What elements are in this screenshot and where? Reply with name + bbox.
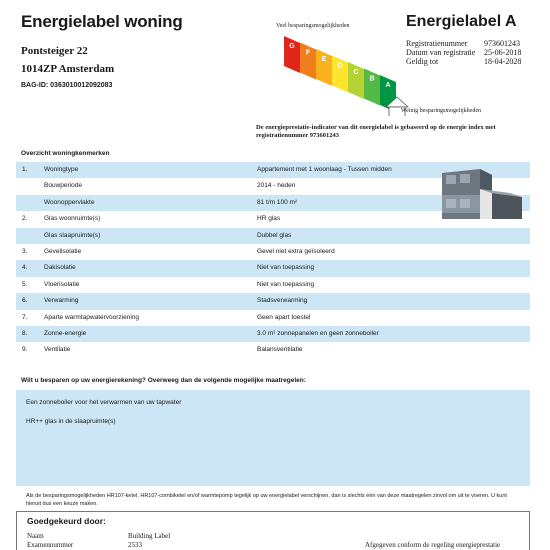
row-number: 7. <box>22 313 28 321</box>
valid-until-key: Geldig tot <box>406 57 439 66</box>
row-value: 81 t/m 100 m² <box>257 198 298 206</box>
scale-letter-g: G <box>289 43 295 50</box>
approval-heading: Goedgekeurd door: <box>27 516 106 526</box>
page-title: Energielabel woning <box>21 12 183 31</box>
row-number: 6. <box>22 297 28 305</box>
footnote: Als de besparingsmogelijkheden HR107-ketel, HR107-combiketel en/of warmtepomp tegelijk op uw energielabel verschijnen, dan is slechts één van deze maatregelen zinvol om uit te voeren. U kunt hieruit dus een keuze maken. <box>26 493 507 507</box>
row-value: Geen apart toestel <box>257 313 311 321</box>
scale-letter-d: D <box>337 62 343 70</box>
table-row <box>16 293 530 309</box>
row-number: 9. <box>22 346 28 354</box>
scale-letter-b: B <box>369 75 375 83</box>
scale-band-f <box>300 43 316 80</box>
row-label: Woonoppervlakte <box>44 198 95 206</box>
table-row <box>16 277 530 293</box>
scale-band-g <box>284 36 300 73</box>
row-value: HR glas <box>257 215 281 223</box>
row-number: 4. <box>22 264 28 272</box>
row-label: Bouwperiode <box>44 182 82 190</box>
address-postal-city: 1014ZP Amsterdam <box>21 63 115 75</box>
overview-heading: Overzicht woningkenmerken <box>21 150 110 157</box>
valid-until-row <box>406 57 522 66</box>
scale-letter-c: C <box>353 69 359 76</box>
scale-band-e <box>316 49 332 86</box>
row-value: Dubbel glas <box>257 231 292 239</box>
conformity-statement: Afgegeven conform de regeling energieprestatie <box>365 541 501 549</box>
valid-until-value: 18-04-2028 <box>484 57 522 66</box>
scale-band-b <box>364 69 380 106</box>
row-value: Gevel niet extra geïsoleerd <box>257 247 335 255</box>
row-label: Ventilatie <box>44 346 71 354</box>
registration-number-key: Registratienummer <box>406 39 468 48</box>
row-value: Niet van toepassing <box>257 280 315 288</box>
registration-number-value: 973601243 <box>484 39 520 48</box>
approval-box <box>16 511 530 550</box>
row-value: 2014 - heden <box>257 182 296 190</box>
scale-band-c <box>348 62 364 99</box>
row-label: Glas woonruimte(s) <box>44 215 101 223</box>
row-number: 2. <box>22 215 28 223</box>
row-number: 3. <box>22 247 28 255</box>
row-number: 5. <box>22 280 28 288</box>
table-row <box>16 244 530 260</box>
row-value: Stadsverwarming <box>257 297 308 305</box>
measure-item: Een zonneboiler voor het verwarmen van uw tapwater <box>26 399 182 406</box>
row-label: Vloerisolatie <box>44 280 80 288</box>
table-row <box>16 342 530 358</box>
row-label: Glas slaapruimte(s) <box>44 231 101 239</box>
row-value: Niet van toepassing <box>257 264 315 272</box>
row-label: Dakisolatie <box>44 264 76 272</box>
scale-bottom-label: Weinig besparingsmogelijkheden <box>401 108 481 114</box>
row-label: Woningtype <box>44 166 79 173</box>
table-row <box>16 310 530 326</box>
measures-box <box>16 390 530 486</box>
scale-letter-a: A <box>385 82 391 89</box>
exam-number-key: Examennummer <box>27 541 74 549</box>
scale-band-d <box>332 56 348 93</box>
approver-name-value: Building Label <box>128 532 171 540</box>
registration-date-value: 25-06-2018 <box>484 48 522 57</box>
table-row <box>16 228 530 244</box>
scale-top-label: Veel besparingsmogelijkheden <box>276 23 350 29</box>
approver-name-key: Naam <box>27 532 44 540</box>
bag-id: BAG-ID: 0363010012092083 <box>21 82 113 89</box>
measures-question: Wilt u besparen op uw energierekening? Overweeg dan de volgende mogelijke maatregelen: <box>21 377 306 384</box>
registration-date-key: Datum van registratie <box>406 48 476 57</box>
registration-date-row <box>406 48 522 57</box>
table-row <box>16 260 530 276</box>
row-value: Balansventilatie <box>257 346 303 354</box>
label-title: Energielabel A <box>406 13 517 30</box>
row-number: 1. <box>22 166 28 173</box>
row-number: 8. <box>22 329 28 337</box>
exam-number-value: 2533 <box>128 541 142 549</box>
row-label: Zonne-energie <box>44 329 87 337</box>
apartment-building-icon <box>440 165 522 221</box>
row-value: 3.0 m² zonnepanelen en geen zonneboiler <box>257 329 379 337</box>
row-label: Verwarming <box>44 297 79 305</box>
scale-letter-e: E <box>321 56 327 63</box>
row-value: Appartement met 1 woonlaag - Tussen midden <box>257 166 392 173</box>
address-street: Pontsteiger 22 <box>21 45 88 57</box>
table-row <box>16 326 530 342</box>
scale-letter-f: F <box>305 49 311 57</box>
measure-item: HR++ glas in de slaapruimte(s) <box>26 418 116 425</box>
indicator-text: De energieprestatie-indicator van dit energielabel is gebaseerd op de energie index met registratienummer 973601243 <box>256 124 496 139</box>
row-label: Aparte warmtapwatervoorziening <box>44 313 140 321</box>
registration-number-row <box>406 39 520 48</box>
row-label: Gevelisolatie <box>44 247 82 255</box>
